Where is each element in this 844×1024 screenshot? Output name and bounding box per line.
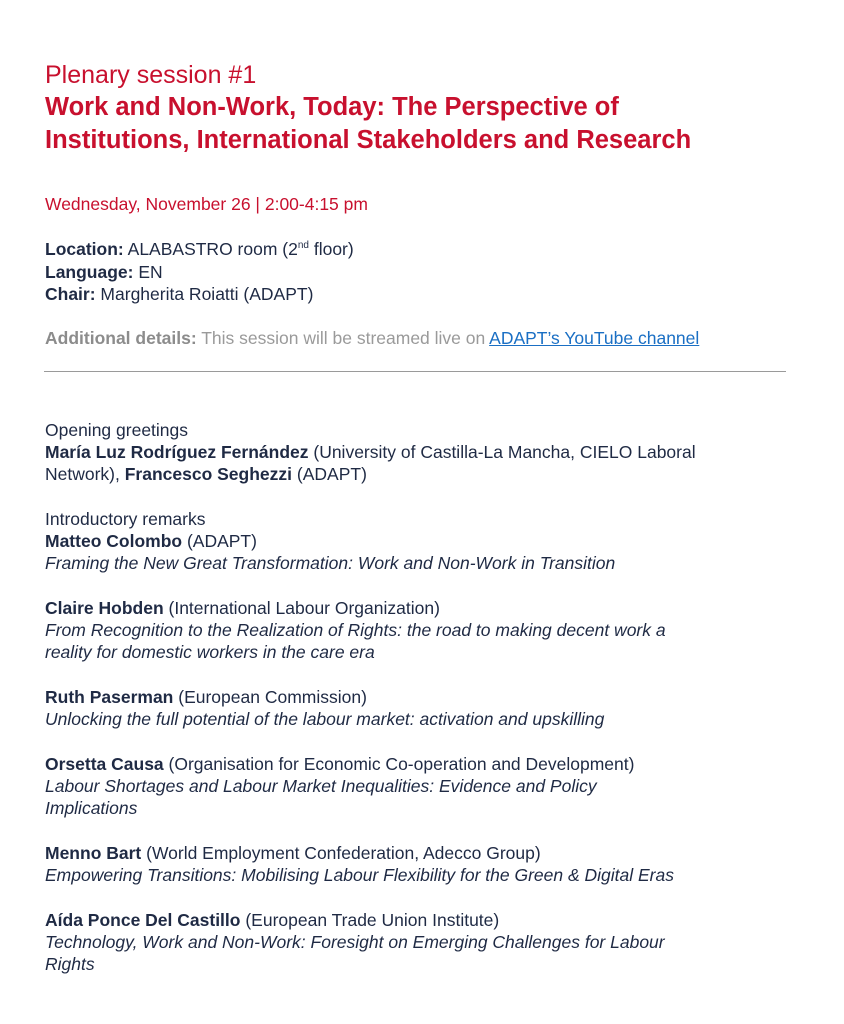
speaker-affiliation: (ADAPT) [292, 464, 367, 484]
program-list [45, 419, 805, 998]
session-title-line2: Institutions, International Stakeholders and Research [45, 126, 692, 154]
talk-title-line1: Unlocking the full potential of the labour market: activation and upskilling [45, 709, 605, 729]
session-title [45, 91, 825, 157]
location-value-end: floor) [308, 239, 354, 259]
speaker-name: Francesco Seghezzi [124, 464, 293, 484]
speaker-affiliation: (International Labour Organization) [163, 598, 440, 618]
intro-speaker-line [45, 530, 805, 552]
youtube-channel-link[interactable]: ADAPT’s YouTube channel [489, 328, 700, 348]
speaker-line [45, 909, 805, 931]
talk-item [45, 597, 805, 663]
speaker-affiliation: (Organisation for Economic Co-operation and Development) [163, 754, 635, 774]
location-row [45, 238, 354, 261]
section-divider [44, 371, 786, 372]
speaker-line [45, 753, 805, 775]
speaker-affiliation: (University of Castilla-La Mancha, CIELO Laboral [308, 442, 696, 462]
session-header [45, 60, 825, 157]
location-value: ALABASTRO room (2 [123, 239, 298, 259]
language-label: Language: [45, 261, 134, 282]
location-floor-suffix: nd [297, 240, 309, 252]
talk-title-line2: Implications [45, 798, 138, 818]
chair-label: Chair: [45, 284, 96, 304]
talk-title: Framing the New Great Transformation: Work and Non-Work in Transition [45, 553, 616, 573]
speaker-line [45, 597, 805, 619]
speaker-affiliation-cont: Network), [45, 464, 125, 484]
opening-greetings-heading: Opening greetings [45, 420, 189, 440]
talk-title-line1: Technology, Work and Non-Work: Foresight on Emerging Challenges for Labour [45, 932, 665, 952]
speaker-line [45, 686, 805, 708]
speaker-name: Ruth Paserman [45, 687, 174, 707]
speaker-name: Matteo Colombo [45, 531, 183, 551]
location-label: Location: [45, 239, 124, 259]
speaker-name: María Luz Rodríguez Fernández [45, 442, 309, 462]
opening-speakers [45, 441, 805, 485]
talk-item [45, 686, 805, 730]
speaker-affiliation: (World Employment Confederation, Adecco Group) [141, 843, 541, 863]
introductory-remarks-block [45, 508, 805, 574]
talk-item [45, 753, 805, 819]
additional-details [45, 328, 699, 349]
talk-item [45, 842, 805, 886]
talk-item [45, 909, 805, 975]
speaker-name: Orsetta Causa [45, 754, 164, 774]
speaker-name: Aída Ponce Del Castillo [45, 910, 241, 930]
language-value: EN [133, 261, 163, 282]
speaker-affiliation: (ADAPT) [182, 531, 257, 551]
chair-value: Margherita Roiatti (ADAPT) [95, 284, 314, 304]
speaker-name: Menno Bart [45, 843, 142, 863]
talk-title-line2: reality for domestic workers in the care era [45, 642, 375, 662]
opening-greetings-block [45, 419, 805, 485]
talk-title-line1: Labour Shortages and Labour Market Inequalities: Evidence and Policy [45, 776, 597, 796]
talk-title-line1: Empowering Transitions: Mobilising Labour Flexibility for the Green & Digital Eras [45, 865, 674, 885]
talk-title-line2: Rights [45, 954, 95, 974]
session-title-line1: Work and Non-Work, Today: The Perspective of [45, 93, 619, 121]
speaker-affiliation: (European Trade Union Institute) [240, 910, 500, 930]
speaker-affiliation: (European Commission) [173, 687, 367, 707]
session-label: Plenary session #1 [45, 61, 257, 89]
session-date-time: Wednesday, November 26 | 2:00-4:15 pm [45, 194, 368, 214]
introductory-remarks-heading: Introductory remarks [45, 509, 206, 529]
session-meta [45, 238, 354, 306]
language-row [45, 261, 354, 284]
details-text: This session will be streamed live on [196, 328, 490, 348]
chair-row [45, 283, 354, 306]
speaker-line [45, 842, 805, 864]
speaker-name: Claire Hobden [45, 598, 164, 618]
talk-title-line1: From Recognition to the Realization of Rights: the road to making decent work a [45, 620, 666, 640]
details-label: Additional details: [45, 328, 197, 348]
